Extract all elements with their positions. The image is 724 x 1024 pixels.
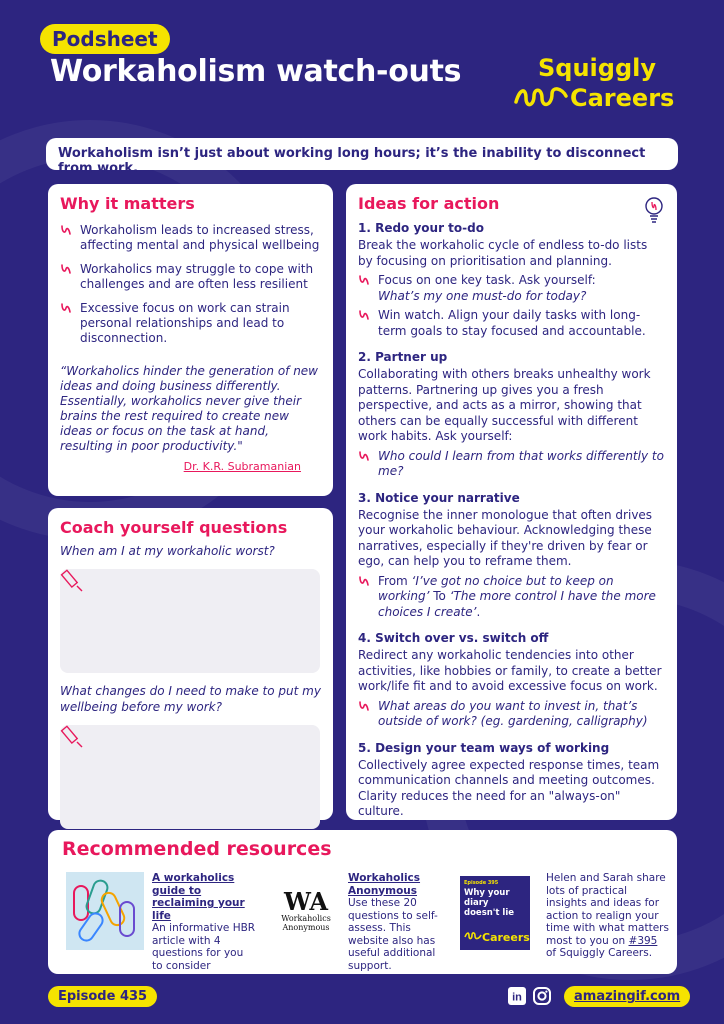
- coach-title: Coach yourself questions: [60, 518, 288, 537]
- episode-badge: Episode 435: [48, 986, 157, 1007]
- squiggle-bullet-icon: [358, 700, 370, 712]
- resource-1: [152, 872, 256, 972]
- podcast-episode-label: Episode 395: [464, 880, 499, 886]
- ideas-title: Ideas for action: [358, 194, 500, 213]
- podcast-cover: [460, 876, 530, 950]
- list-item: [358, 699, 665, 730]
- resource-1-link[interactable]: A workaholics guide to reclaiming your life: [152, 872, 245, 922]
- page-title: Workaholism watch-outs: [50, 54, 462, 89]
- bullet-text-italic: Who could I learn from that works differently to me?: [378, 448, 664, 478]
- squiggle-bullet-icon: [358, 450, 370, 462]
- pencil-icon: [60, 725, 88, 753]
- idea-2-heading: 2. Partner up: [358, 350, 448, 364]
- quote: “Workaholics hinder the generation of new ideas and doing business differently. Essentially, workaholics never give their brains the rest required to create new ideas or focus on the task at hand, resulting in poor productivity.": [60, 364, 318, 453]
- podsheet-tag: Podsheet: [40, 24, 170, 54]
- squiggly-careers-logo: [512, 54, 682, 116]
- podcast-title: Why your diary doesn't lie: [464, 888, 515, 918]
- podcast-brand: [464, 931, 530, 944]
- list-item: [60, 262, 321, 292]
- resources-row: [62, 872, 669, 972]
- list-item: [60, 301, 321, 346]
- linkedin-icon-text: in: [512, 991, 522, 1004]
- podcast-brand-text: Careers: [482, 931, 530, 944]
- lightbulb-icon: [643, 196, 665, 226]
- pencil-icon: [60, 569, 88, 597]
- why-title: Why it matters: [60, 194, 195, 213]
- bullet-text-italic: What’s my one must-do for today?: [378, 288, 587, 303]
- bullet-text-italic: ‘I’ve got no choice but to keep on working’: [378, 573, 614, 603]
- intro-banner: [46, 138, 678, 176]
- squiggle-bullet-icon: [60, 302, 72, 314]
- resource-3-desc-end: of Squiggly Careers.: [546, 947, 653, 959]
- squiggle-bullet-icon: [358, 309, 370, 321]
- bullet-text: .: [476, 604, 481, 619]
- intro-text: Workaholism isn’t just about working long hours; it’s the inability to disconnect from work.: [58, 146, 646, 176]
- idea-1-heading: 1. Redo your to-do: [358, 221, 484, 235]
- logo-line-1: Squiggly: [538, 54, 657, 82]
- bullet-text: Workaholism leads to increased stress, affecting mental and physical wellbeing: [80, 223, 320, 252]
- list-item: [60, 223, 321, 253]
- question-2: What changes do I need to make to put my wellbeing before my work?: [60, 684, 321, 714]
- bullet-text: Workaholics may struggle to cope with challenges and are often less resilient: [80, 262, 314, 291]
- bullet-text-italic: What areas do you want to invest in, that’s outside of work? (eg. gardening, calligraphy): [378, 698, 648, 728]
- idea-3-heading: 3. Notice your narrative: [358, 490, 520, 505]
- logo-line-2: Careers: [570, 84, 675, 112]
- resource-1-desc: An informative HBR article with 4 questions for you to consider: [152, 922, 256, 972]
- quote-author-link[interactable]: Dr. K.R. Subramanian: [183, 460, 301, 473]
- idea-3-body: Recognise the inner monologue that often drives your workaholic behaviour. Acknowledging these narratives, especially if they're driven by fear or ego, can help you to reframe them.: [358, 507, 653, 568]
- paperclips-image: [66, 872, 144, 950]
- resource-3: [546, 872, 670, 960]
- bullet-text: To: [429, 589, 450, 603]
- idea-1-body: Break the workaholic cycle of endless to-do lists by focusing on prioritisation and planning.: [358, 238, 648, 268]
- instagram-icon[interactable]: [533, 987, 551, 1005]
- wa-logo-mark: WA: [283, 887, 329, 916]
- list-item: [358, 273, 665, 304]
- question-1: When am I at my workaholic worst?: [60, 544, 275, 558]
- bullet-text: From: [378, 573, 412, 588]
- coach-yourself-card: [48, 508, 333, 820]
- answer-field-1[interactable]: [60, 569, 320, 673]
- website-link[interactable]: amazingif.com: [564, 986, 690, 1007]
- idea-4-heading: 4. Switch over vs. switch off: [358, 631, 549, 645]
- idea-4-body: Redirect any workaholic tendencies into other activities, like hobbies or family, to create a better work/life fit and to avoid excessive focus on work.: [358, 648, 662, 693]
- logo-squiggle-icon: [512, 82, 572, 112]
- workaholics-anonymous-logo: [270, 887, 342, 932]
- why-it-matters-card: [48, 184, 333, 496]
- logo-squiggle-icon: [464, 931, 482, 941]
- list-item: [358, 574, 665, 621]
- squiggle-bullet-icon: [358, 274, 370, 286]
- wa-logo-subtitle: Workaholics Anonymous: [281, 914, 331, 932]
- resource-2: [348, 872, 444, 972]
- resources-title: Recommended resources: [62, 838, 332, 860]
- idea-2-body: Collaborating with others breaks unhealthy work patterns. Partnering up gives you a fresh perspective, and acts as a mirror, showing that others can be equally successful with different work habits. Ask yourself:: [358, 367, 651, 443]
- idea-5-heading: 5. Design your team ways of working: [358, 740, 610, 755]
- resource-2-desc: Use these 20 questions to self-assess. This website also has useful additional support.: [348, 897, 438, 972]
- list-item: [358, 308, 665, 339]
- squiggle-bullet-icon: [60, 263, 72, 275]
- bullet-text: Win watch. Align your daily tasks with long-term goals to stay focused and accountable.: [378, 308, 646, 338]
- resource-3-desc: Helen and Sarah share lots of practical insights and ideas for action to realign your time with what matters most to you on: [546, 872, 669, 947]
- idea-5-body: Collectively agree expected response times, team communication channels and meeting outcomes. Clarity reduces the need for an "always-on" culture.: [358, 757, 660, 818]
- squiggle-bullet-icon: [60, 224, 72, 236]
- ideas-for-action-card: [346, 184, 677, 820]
- bullet-text-italic: ‘The more control I have the more choices I create’: [378, 589, 656, 619]
- recommended-resources-card: [48, 830, 677, 974]
- resource-2-link[interactable]: Workaholics Anonymous: [348, 872, 421, 897]
- bullet-text: Focus on one key task. Ask yourself:: [378, 273, 596, 287]
- answer-field-2[interactable]: [60, 725, 320, 829]
- squiggle-bullet-icon: [358, 575, 370, 587]
- list-item: [358, 449, 665, 480]
- resource-3-link[interactable]: #395: [628, 934, 658, 947]
- bullet-text: Excessive focus on work can strain personal relationships and lead to disconnection.: [80, 301, 290, 345]
- linkedin-icon[interactable]: [508, 987, 526, 1005]
